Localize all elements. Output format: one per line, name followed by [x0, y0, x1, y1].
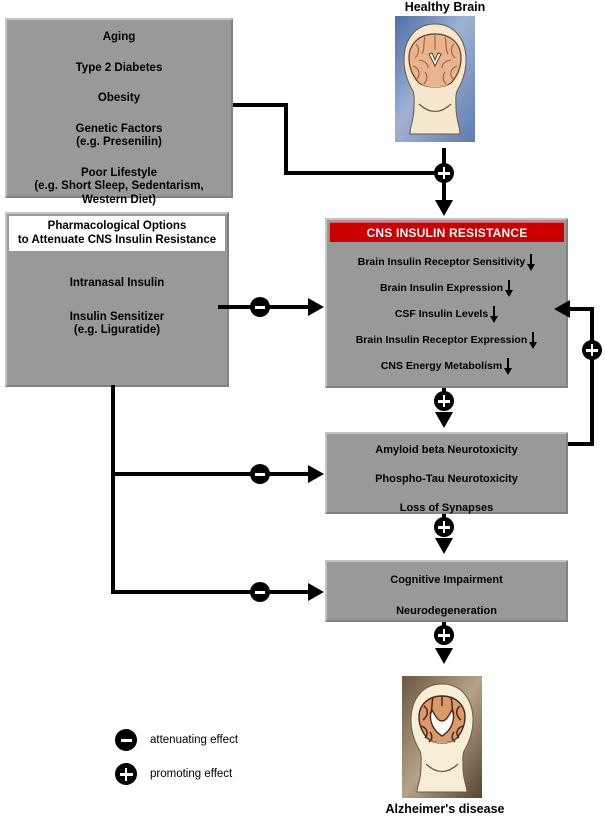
healthy-brain-image — [395, 16, 475, 142]
pharmacological-item: Insulin Sensitizer — [69, 310, 165, 323]
pharmacological-item: (e.g. Liguratide) — [73, 324, 161, 337]
connector-pharma-to-cognitive — [111, 590, 310, 594]
down-arrow-icon — [527, 254, 535, 271]
connector-risk-horizontal-bottom — [284, 171, 444, 175]
arrowhead-cns-to-amyloid — [435, 412, 453, 428]
amyloid-item: Phospho-Tau Neurotoxicity — [375, 472, 518, 485]
pharmacological-options-box — [5, 212, 229, 387]
promoting-node-amyloid-cognitive — [434, 517, 454, 537]
cns-item: Brain Insulin Receptor Expression — [327, 332, 566, 349]
healthy-brain-svg — [395, 16, 475, 142]
risk-item: Genetic Factors — [75, 122, 163, 135]
legend-attenuating-icon — [115, 729, 137, 751]
alzheimer-brain-label: Alzheimer's disease — [385, 802, 505, 816]
risk-item: Type 2 Diabetes — [75, 61, 163, 74]
promoting-node-cognitive-alzheimer — [434, 625, 454, 645]
risk-item: (e.g. Short Sleep, Sedentarism, — [34, 180, 204, 193]
risk-item: Aging — [102, 31, 136, 43]
arrowhead-pharma-to-amyloid — [308, 465, 324, 483]
cns-item: CNS Energy Metabolism — [327, 358, 566, 375]
cognitive-impairment-box — [325, 560, 568, 622]
legend-attenuating-label: attenuating effect — [150, 734, 239, 746]
connector-pharma-trunk — [111, 385, 115, 594]
risk-factors-box — [5, 18, 233, 206]
down-arrow-icon — [529, 332, 537, 349]
risk-item: Western Diet) — [82, 193, 156, 206]
cns-item: Brain Insulin Expression — [327, 280, 566, 297]
pharmacological-header-line2: to Attenuate CNS Insulin Resistance — [17, 234, 217, 247]
amyloid-item: Loss of Synapses — [399, 501, 494, 514]
arrowhead-pharma-to-cns — [308, 298, 324, 316]
connector-feedback-top — [570, 307, 592, 311]
cns-insulin-resistance-box — [325, 218, 568, 388]
promoting-node-cns-amyloid — [434, 391, 454, 411]
pharmacological-header — [9, 216, 225, 251]
down-arrow-icon — [504, 358, 512, 375]
arrowhead-feedback-to-cns — [554, 300, 570, 318]
cns-item: CSF Insulin Levels — [327, 306, 566, 323]
risk-item: (e.g. Presenilin) — [76, 136, 162, 149]
down-arrow-icon — [490, 306, 498, 323]
arrowhead-amyloid-to-cognitive — [435, 538, 453, 554]
healthy-brain-figure — [380, 0, 510, 150]
cognitive-item: Neurodegeneration — [396, 604, 497, 617]
healthy-brain-label: Healthy Brain — [404, 0, 486, 14]
connector-feedback-vertical — [590, 307, 594, 446]
arrowhead-pharma-to-cognitive — [308, 583, 324, 601]
attenuating-node-cns — [250, 297, 270, 317]
alzheimer-brain-svg — [402, 676, 482, 798]
connector-risk-horizontal-top — [233, 103, 288, 107]
amyloid-neurotoxicity-box — [325, 432, 568, 514]
alzheimer-brain-image — [402, 676, 482, 798]
connector-risk-vertical — [284, 103, 288, 175]
cns-banner: CNS INSULIN RESISTANCE — [329, 222, 564, 242]
attenuating-node-cognitive — [250, 582, 270, 602]
promoting-node-brain-cns — [434, 163, 454, 183]
amyloid-item: Amyloid beta Neurotoxicity — [375, 444, 518, 456]
legend-promoting-icon — [115, 763, 137, 785]
promoting-node-feedback — [582, 340, 602, 360]
connector-pharma-to-amyloid — [111, 472, 310, 476]
attenuating-node-amyloid — [250, 464, 270, 484]
cns-item: Brain Insulin Receptor Sensitivity — [327, 254, 566, 271]
pharmacological-item: Intranasal Insulin — [69, 277, 165, 290]
legend-promoting-label: promoting effect — [150, 768, 233, 780]
arrowhead-cognitive-to-alzheimer — [435, 648, 453, 664]
down-arrow-icon — [505, 280, 513, 297]
cognitive-item: Cognitive Impairment — [390, 574, 503, 586]
arrowhead-brain-to-cns — [435, 200, 453, 216]
risk-item: Poor Lifestyle — [80, 166, 158, 179]
risk-item: Obesity — [97, 92, 141, 105]
alzheimer-brain-figure — [380, 672, 510, 820]
pharmacological-header-line1: Pharmacological Options — [47, 220, 187, 232]
